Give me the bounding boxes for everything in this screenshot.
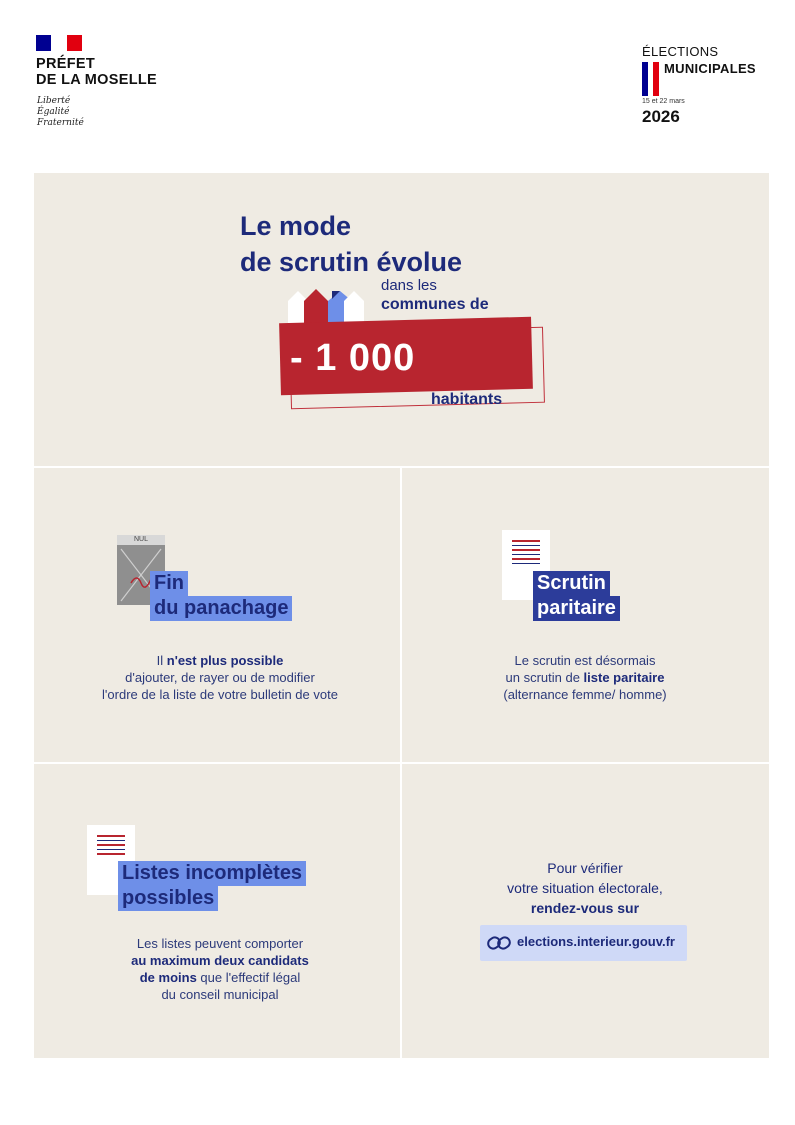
verifier-text (425, 858, 745, 918)
republic-motto (37, 96, 84, 129)
incompletes-body-line4: du conseil municipal (161, 987, 279, 1002)
panachage-body-line3: l'ordre de la liste de votre bulletin de vote (102, 687, 338, 702)
incompletes-body-bold2: de moins (139, 970, 197, 985)
incompletes-body-line1: Les listes peuvent comporter (136, 936, 304, 951)
incompletes-body (60, 935, 380, 1003)
paritaire-title-line1: Scrutin (533, 571, 610, 596)
paritaire-title-line2: paritaire (533, 596, 620, 621)
elections-label: ÉLECTIONS (642, 44, 719, 59)
hero-title-line2: de scrutin évolue (240, 247, 463, 277)
paritaire-title (533, 571, 620, 621)
incompletes-body-bold1: au maximum deux candidats (131, 953, 309, 968)
verifier-line2: votre situation électorale, (507, 880, 663, 896)
panachage-title-line1: Fin (150, 571, 188, 596)
habitants-text: habitants (431, 391, 503, 408)
paritaire-body-bold: liste paritaire (583, 670, 665, 685)
paritaire-body-line3: (alternance femme/ homme) (503, 687, 667, 702)
hero-title-line1: Le mode (240, 211, 352, 241)
panachage-title-line2: du panachage (150, 596, 292, 621)
prefecture-name (36, 56, 157, 88)
hero-title (240, 208, 462, 280)
incompletes-title (118, 861, 306, 911)
paritaire-body-pre: un scrutin de (505, 670, 584, 685)
paritaire-body-line1: Le scrutin est désormais (514, 653, 656, 668)
municipales-label: MUNICIPALES (664, 61, 756, 76)
panachage-body-line2: d'ajouter, de rayer ou de modifier (125, 670, 315, 685)
verifier-line3: rendez-vous sur (530, 900, 640, 916)
motto-liberte: Liberté (37, 96, 71, 106)
communes-de-text: communes de (381, 296, 489, 313)
prefecture-line2: DE LA MOSELLE (36, 72, 157, 88)
incompletes-title-line2: possibles (118, 886, 218, 911)
election-year: 2026 (642, 107, 680, 126)
motto-fraternite: Fraternité (37, 118, 84, 128)
panachage-body (60, 652, 380, 703)
panachage-body-pre: Il (156, 653, 167, 668)
population-figure: - 1 000 (290, 337, 416, 379)
motto-egalite: Égalité (37, 107, 70, 117)
panachage-body-bold: n'est plus possible (166, 653, 284, 668)
paritaire-body (425, 652, 745, 703)
elections-flag-icon (642, 62, 659, 96)
republic-flag-logo (36, 35, 82, 51)
panachage-title (150, 571, 292, 621)
incompletes-title-line1: Listes incomplètes (118, 861, 306, 886)
divider-vertical (400, 466, 402, 1058)
verifier-line1: Pour vérifier (547, 860, 623, 876)
null-badge: NUL (117, 535, 165, 545)
link-icon[interactable] (486, 932, 512, 954)
elections-link[interactable]: elections.interieur.gouv.fr (517, 934, 675, 949)
prefecture-line1: PRÉFET (36, 56, 95, 72)
incompletes-body-rest: que l'effectif légal (196, 970, 301, 985)
dans-les-text: dans les (381, 277, 437, 294)
election-dates: 15 et 22 mars (642, 98, 685, 105)
